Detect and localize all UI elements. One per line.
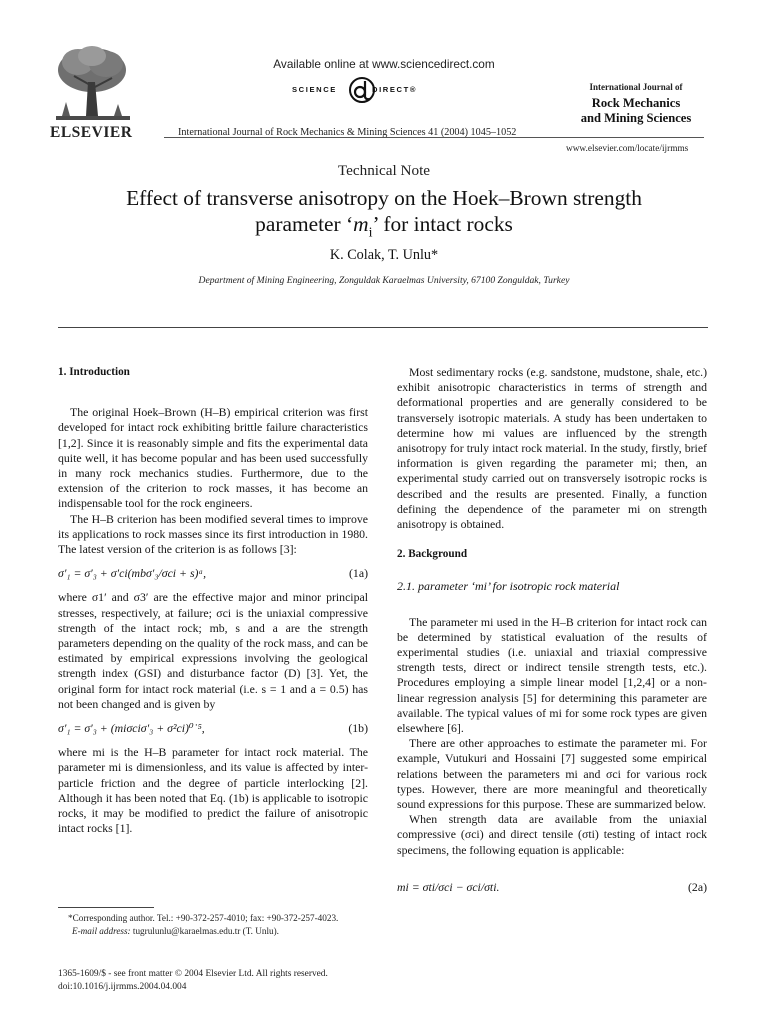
email-address[interactable]: tugrulunlu@karaelmas.edu.tr (T. Unlu). xyxy=(132,925,279,936)
section-heading-background: 2. Background xyxy=(397,548,468,561)
journal-masthead xyxy=(556,82,716,126)
subsection-heading: 2.1. parameter ‘mi’ for isotropic rock material xyxy=(397,579,620,594)
title-part-m: m xyxy=(353,212,369,236)
issn-doi-block xyxy=(58,968,388,993)
title-divider xyxy=(58,327,708,328)
equation-body: σ′₁ = σ′₃ + (miσciσ′₃ + σ²ci)⁰˙⁵, xyxy=(58,721,205,736)
journal-masthead-small: International Journal of xyxy=(589,82,683,92)
paragraph: The parameter mi used in the H–B criterion for intact rock can be determined by statistical evaluation of the results of experimental studies (i.e. uniaxial and triaxial compressive strength tests, direct or indirect tensile strength tests, etc.). Procedures employing a simple linear model [1,2,4] or a non-linear regression analysis [5] for determining this parameter are available. The typical values of mi for some rock types are given elsewhere [6]. xyxy=(397,614,707,736)
paragraph: where mi is the H–B parameter for intact rock material. The parameter mi is dimensionless, and its value is affected by inter-particle friction and the degree of particle interlocking [2]. Although it has been noted that Eq. (1b) is applicable to isotropic rocks, it may be modified to predict the failure of anisotropic intact rocks [1]. xyxy=(58,745,368,836)
left-column xyxy=(58,365,368,836)
journal-masthead-line1: Rock Mechanics xyxy=(591,96,681,110)
email-label: E-mail address: xyxy=(72,925,131,936)
title-part-post: ’ for intact rocks xyxy=(372,212,513,236)
author-list: K. Colak, T. Unlu* xyxy=(329,247,439,263)
paragraph: The original Hoek–Brown (H–B) empirical criterion was first developed for intact rock exhibiting brittle failure characteristics [1,2]. Since it is reasonably simple and fits the experimental data quite well, it has become popular and has been used successfully in many rock mechanics studies. Furthermore, due to the extension of the criterion to rock masses, it has become an indispensable tool for the rock engineers. xyxy=(58,405,368,511)
sd-word-direct: DIRECT® xyxy=(372,85,418,94)
footnote xyxy=(58,912,370,937)
paragraph: Most sedimentary rocks (e.g. sandstone, mudstone, shale, etc.) exhibit anisotropic characteristics in terms of strength and deformational properties and are generally considered to be transversely isotropic materials. A study has been undertaken to determine how mi values are influenced by the strength anisotropy for truly intact rock material. In the study, firstly, brief information is given regarding the parameter mi; then, an experimental study carried out on transversely isotropic rocks is described and the results are presented. Finally, a function defining the dependence of the parameter mi on strength anisotropy is obtained. xyxy=(397,365,707,532)
article-type: Technical Note xyxy=(337,162,431,179)
equation-number: (1b) xyxy=(348,721,368,736)
paragraph: The H–B criterion has been modified several times to improve its applications to rock masses since its first introduction in 1980. The latest version of the criterion is as follows [3]: xyxy=(58,511,368,557)
equation-1b xyxy=(58,721,368,736)
title-part-pre: parameter ‘ xyxy=(255,212,354,236)
article-title-line1: Effect of transverse anisotropy on the Hoek–Brown strength xyxy=(126,186,642,210)
paragraph: where σ1′ and σ3′ are the effective major and minor principal stresses, respectively, at failure; σci is the uniaxial compressive strength of the intact rock; mb, s and a are the strength parameters depending on the quality of the rock mass, and can be estimated by empirical expressions involving the geological strength index (GSI) and disturbance factor (D) [3]. Yet, the original form for intact rock material (i.e. s = 1 and a = 0.5) has not been changed and is given by xyxy=(58,590,368,711)
paragraph: When strength data are available from the uniaxial compressive (σci) and direct tensile (σti) testing of intact rock specimens, the following equation is applicable: xyxy=(397,812,707,857)
email-line xyxy=(58,925,370,938)
header-divider xyxy=(164,137,704,138)
available-online-text: Available online at www.sciencedirect.com xyxy=(273,57,495,71)
equation-2a xyxy=(397,880,707,895)
section-heading-introduction: 1. Introduction xyxy=(58,366,130,378)
equation-number: (1a) xyxy=(349,566,368,581)
article-title-line2 xyxy=(84,211,684,246)
journal-masthead-line2: and Mining Sciences xyxy=(580,111,692,125)
right-column xyxy=(397,365,707,904)
doi-line[interactable]: doi:10.1016/j.ijrmms.2004.04.004 xyxy=(58,981,187,992)
paragraph: There are other approaches to estimate the parameter mi. For example, Vutukuri and Hossaini [7] suggested some empirical relations between the parameters mi and σci for various rock types. However, there are more meaningful and theoretically sound expressions for this purpose. These are summarized below. xyxy=(397,736,707,812)
journal-url-link[interactable]: www.elsevier.com/locate/ijrmms xyxy=(566,144,689,154)
issn-line: 1365-1609/$ - see front matter © 2004 Elsevier Ltd. All rights reserved. xyxy=(58,969,328,979)
equation-1a xyxy=(58,566,368,581)
sciencedirect-logo xyxy=(292,76,432,106)
equation-number: (2a) xyxy=(688,879,707,894)
journal-citation: International Journal of Rock Mechanics & Mining Sciences 41 (2004) 1045–1052 xyxy=(178,127,517,138)
author-affiliation: Department of Mining Engineering, Zonguldak Karaelmas University, 67100 Zonguldak, Turkey xyxy=(198,275,570,286)
article-title xyxy=(84,185,684,246)
title-part-i: i xyxy=(368,225,373,241)
publisher-name: ELSEVIER xyxy=(50,124,133,141)
equation-body: σ′₁ = σ′₃ + σ′ci(mbσ′₃/σci + s)ᵃ, xyxy=(58,566,207,581)
equation-body: mi = σti/σci − σci/σti. xyxy=(397,879,500,894)
tree-icon xyxy=(52,42,134,126)
sd-word-science: SCIENCE xyxy=(292,85,337,94)
corresponding-author-note: *Corresponding author. Tel.: +90-372-257-4010; fax: +90-372-257-4023. xyxy=(68,913,339,923)
footnote-divider xyxy=(58,907,154,908)
